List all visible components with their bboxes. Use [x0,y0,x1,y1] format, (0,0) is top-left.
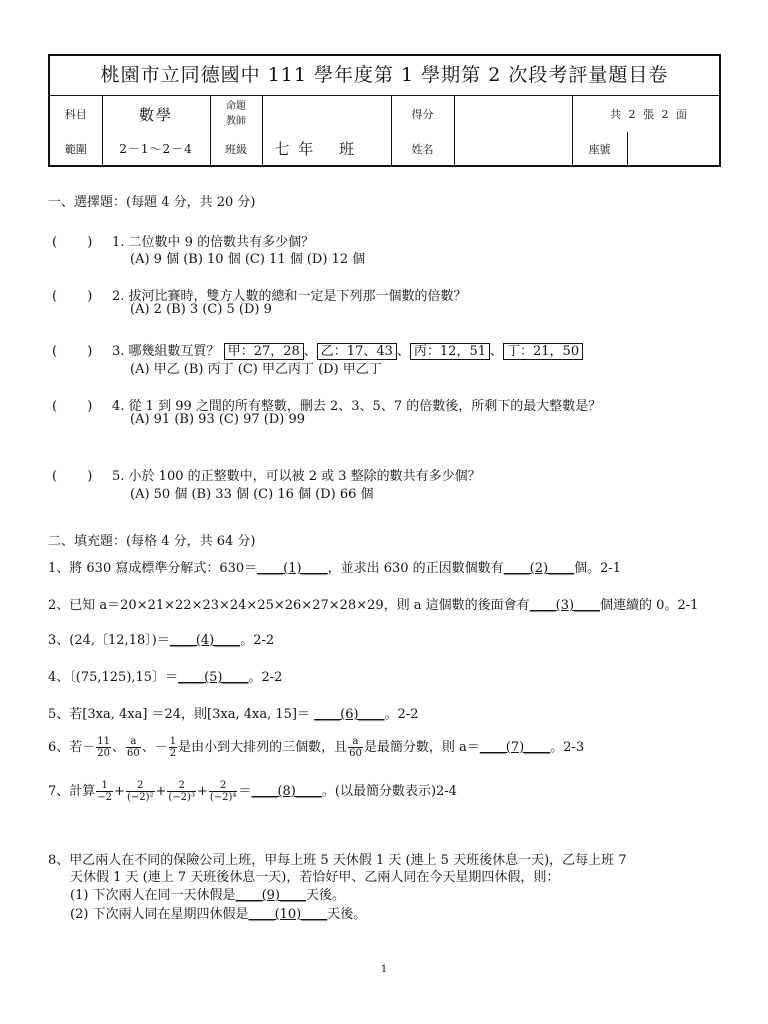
fill-4 [48,666,282,685]
class-label: 班級 [210,132,262,165]
blank-6[interactable]: ____(6)____ [314,707,385,722]
fraction-a-60-b [348,736,363,759]
equals-sign: ＝ [238,784,252,799]
frac-num: a [348,736,363,748]
fraction-2-quart [209,780,238,803]
fill-3-c: 。2-2 [240,633,275,648]
q3-options: (A) 甲乙 (B) 丙丁 (C) 甲乙丙丁 (D) 甲乙丁 [130,362,382,377]
fill-8-sub2 [70,903,366,922]
seat-label: 座號 [572,132,627,165]
fill-3-a: 3、(24,〔12,18〕)＝ [48,633,170,648]
q3-sep-2: 、 [396,344,410,359]
question-5 [52,465,481,484]
teacher-label-text: 命題 教師 [226,101,246,127]
q5-options: (A) 50 個 (B) 33 個 (C) 16 個 (D) 66 個 [130,487,374,502]
fill-4-a: 4、〔(75,125),15〕＝ [48,670,179,685]
blank-1[interactable]: ____(1)____ [257,561,328,576]
subject-value: 數學 [102,96,210,132]
q5-text: 5. 小於 100 的正整數中，可以被 2 或 3 整除的數共有多少個？ [112,469,481,484]
fill-7-c: 。(以最簡分數表示)2-4 [321,784,457,799]
fill-7-a: 7、計算 [48,784,96,799]
fraction-1-2 [169,736,177,759]
q3-box-ding: 丁：21，50 [503,343,583,360]
frac-den: −2 [97,792,113,803]
blank-10[interactable]: ____(10)____ [248,907,328,922]
blank-3[interactable]: ____(3)____ [529,598,601,613]
answer-paren-1[interactable]: ( ) [52,235,93,250]
range-label: 範圍 [50,132,102,165]
section2-title: 二、填充題：(每格 4 分，共 64 分) [48,534,256,549]
frac-den: (−2)² [126,792,154,803]
fill-6-sep2: 、－ [141,740,168,755]
name-label: 姓名 [391,132,454,165]
page-count: 共 2 張 2 面 [572,96,719,132]
fill-5-c: 。2-2 [384,707,419,722]
exam-title: 桃園市立同德國中 111 學年度第 1 學期第 2 次段考評量題目卷 [50,56,719,96]
q3-text: 3. 哪幾組數互質？ [112,344,220,359]
class-value[interactable]: 七 年 班 [262,132,391,165]
fill-7 [48,780,457,803]
fill-8-sub1 [70,884,345,903]
answer-paren-2[interactable]: ( ) [52,289,93,304]
fill-6-a: 6、若－ [48,740,96,755]
q1-options: (A) 9 個 (B) 10 個 (C) 11 個 (D) 12 個 [130,252,366,267]
fill-1-c: ，並求出 630 的正因數個數有 [327,561,504,576]
frac-den: 60 [349,748,362,759]
name-value[interactable] [454,132,572,165]
frac-num: 11 [97,736,111,747]
q3-sep-1: 、 [303,344,317,359]
q2-options: (A) 2 (B) 3 (C) 5 (D) 9 [130,302,272,317]
blank-5[interactable]: ____(5)____ [178,670,249,685]
plus-sign: + [114,784,125,799]
header-table-2 [50,132,719,165]
q4-text: 4. 從 1 到 99 之間的所有整數，刪去 2、3、5、7 的倍數後，所剩下的最大整數是？ [112,399,602,414]
answer-paren-3[interactable]: ( ) [52,344,93,359]
frac-den: 2 [169,748,177,759]
teacher-value[interactable] [262,96,391,132]
frac-num: 1 [169,736,177,747]
teacher-label [210,96,262,132]
frac-den: (−2)³ [168,792,195,803]
blank-9[interactable]: ____(9)____ [235,888,306,903]
seat-value[interactable] [627,132,719,165]
frac-den: 60 [127,748,140,759]
fill-4-c: 。2-2 [248,670,283,685]
fraction-11-20 [96,736,111,759]
fraction-2-sq [126,780,155,803]
blank-4[interactable]: ____(4)____ [169,633,241,648]
blank-2[interactable]: ____(2)____ [503,561,575,576]
frac-den: 20 [97,748,111,759]
score-label: 得分 [391,96,454,132]
fill-8-s1c: 天後。 [305,888,345,903]
frac-num: a [126,736,141,748]
fill-6-sep: 、 [112,740,126,755]
fill-6-c: 是由小到大排列的三個數，且 [178,740,348,755]
exam-header [48,54,721,167]
fill-3 [48,629,274,648]
q2-text: 2. 拔河比賽時，雙方人數的總和一定是下列那一個數的倍數？ [112,289,467,304]
q4-options: (A) 91 (B) 93 (C) 97 (D) 99 [130,412,305,427]
fill-6-e: 。2-3 [550,740,585,755]
frac-num: 1 [96,780,113,792]
fill-6 [48,736,584,759]
answer-paren-4[interactable]: ( ) [52,399,93,414]
frac-den: (−2)⁴ [209,792,237,803]
question-3 [52,340,583,359]
plus-sign: + [196,784,208,799]
blank-7[interactable]: ____(7)____ [479,740,551,755]
q3-sep-3: 、 [490,344,504,359]
fill-2 [48,594,698,613]
fraction-a-60 [126,736,141,759]
fill-1-d: 個。2-1 [574,561,622,576]
range-value: 2－1～2－4 [102,132,210,165]
fill-1 [48,557,621,576]
header-table [50,96,719,132]
frac-num: 2 [167,780,196,792]
fraction-2-cube [167,780,196,803]
fill-8-s2a: (2) 下次兩人同在星期四休假是 [70,907,249,922]
q3-box-yi: 乙：17、43 [317,343,397,360]
blank-8[interactable]: ____(8)____ [251,784,322,799]
fill-8-line1: 8、甲乙兩人在不同的保險公司上班，甲每上班 5 天休假 1 天 (連上 5 天班後休息一天)，乙每上班 7 [48,853,627,868]
fill-8-s1a: (1) 下次兩人在同一天休假是 [70,888,236,903]
plus-sign: + [155,784,167,799]
fill-5-a: 5、若[3xa, 4xa] ＝24，則[3xa, 4xa, 15]＝ [48,707,315,722]
page-number: 1 [380,964,388,975]
score-value[interactable] [454,96,572,132]
fraction-1-neg2 [96,780,113,803]
frac-num: 2 [209,780,238,792]
q1-text: 1. 二位數中 9 的倍數共有多少個？ [112,235,315,250]
fill-5 [48,703,418,722]
fill-2-a: 2、已知 a＝20×21×22×23×24×25×26×27×28×29，則 a 這個數的後面會有 [48,598,530,613]
fill-6-d: 是最簡分數，則 a＝ [363,740,480,755]
fill-2-c: 個連續的 0。2-1 [600,598,699,613]
q3-box-jia: 甲：27，28 [224,343,304,360]
frac-num: 2 [126,780,155,792]
fill-8-line2: 天休假 1 天 (連上 7 天班後休息一天)，若恰好甲、乙兩人同在今天星期四休假，則： [70,870,560,885]
answer-paren-5[interactable]: ( ) [52,469,93,484]
fill-8-s2c: 天後。 [327,907,367,922]
q3-box-bing: 丙：12，51 [410,343,490,360]
fill-1-a: 1、將 630 寫成標準分解式：630＝ [48,561,258,576]
subject-label: 科目 [50,96,102,132]
section1-title: 一、選擇題：(每題 4 分，共 20 分) [48,195,256,210]
